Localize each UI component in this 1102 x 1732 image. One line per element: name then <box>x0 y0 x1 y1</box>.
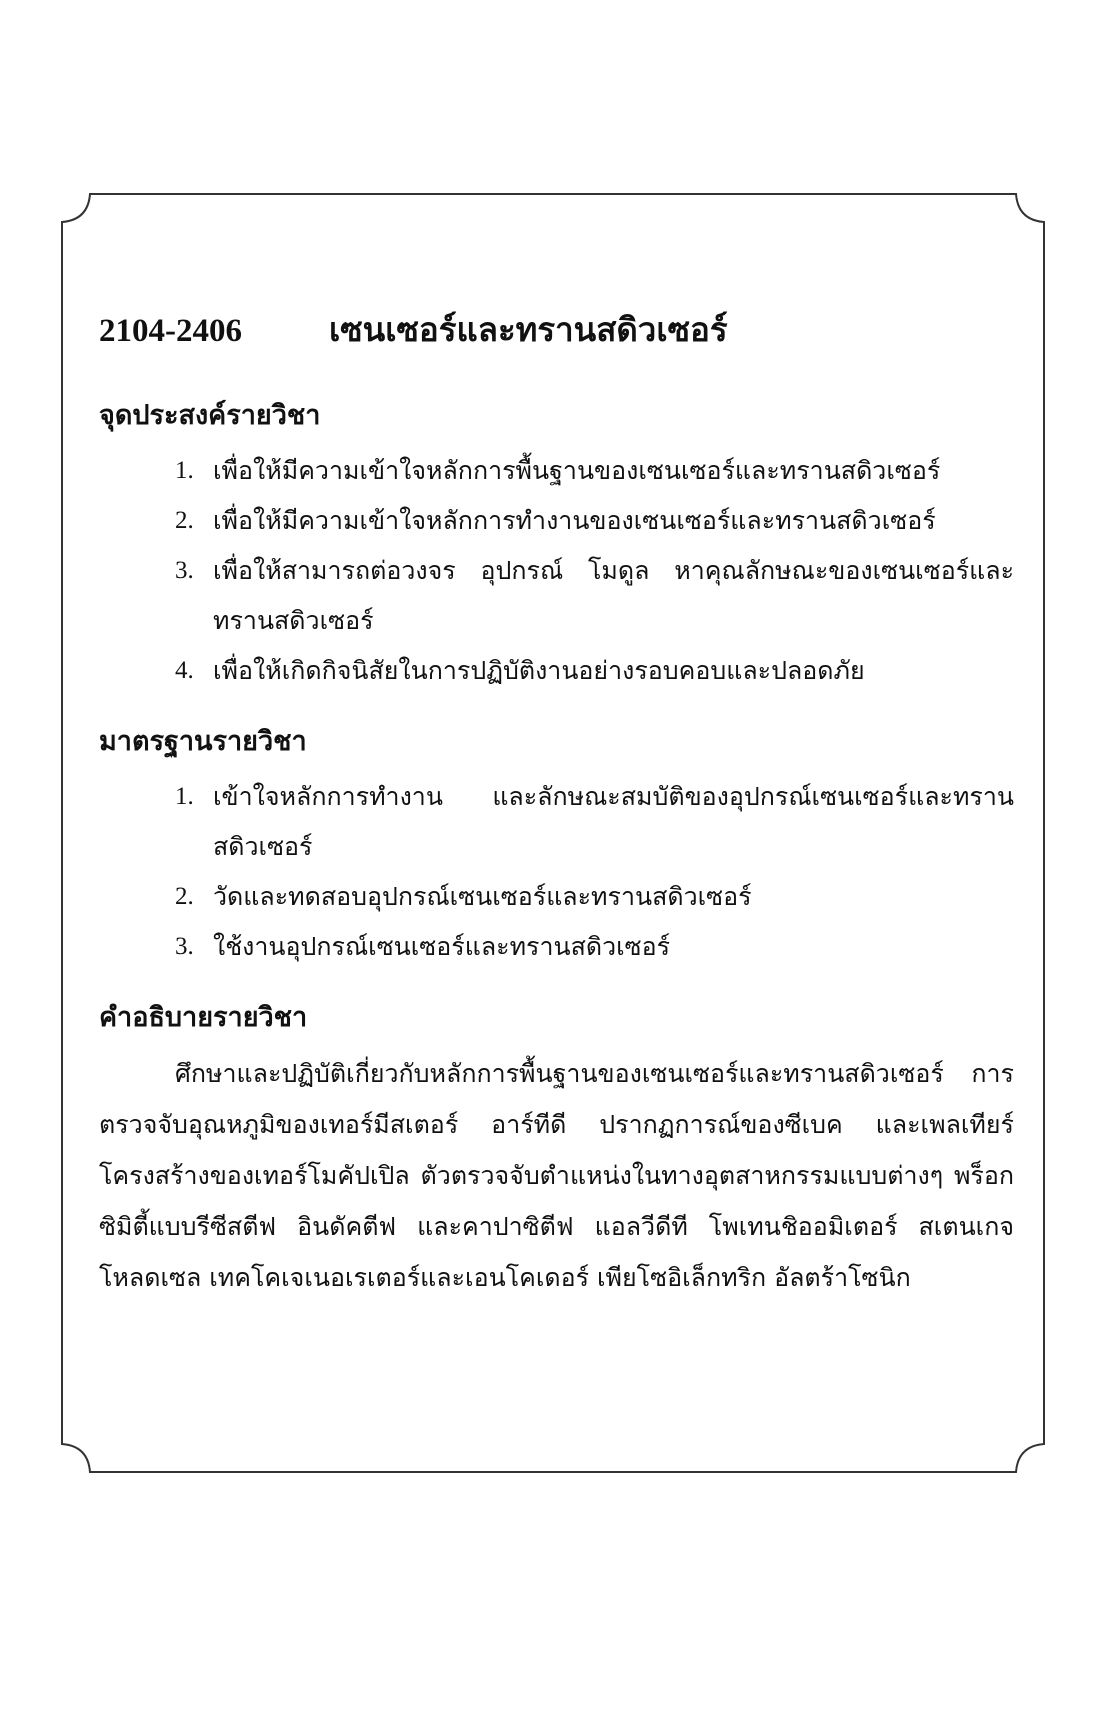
course-document <box>99 303 1014 1303</box>
objective-number: 3. <box>175 557 194 584</box>
standard-number: 3. <box>175 933 194 960</box>
standard-item-3 <box>175 922 1014 972</box>
standards-heading: มาตรฐานรายวิชา <box>99 726 307 757</box>
objectives-section <box>99 396 1014 696</box>
standard-text: เข้าใจหลักการทำงาน และลักษณะสมบัติของอุปกรณ์เซนเซอร์และทรานสดิวเซอร์ <box>213 782 1014 861</box>
objective-text: เพื่อให้มีความเข้าใจหลักการพื้นฐานของเซนเซอร์และทรานสดิวเซอร์ <box>213 456 941 485</box>
standard-number: 1. <box>175 783 194 810</box>
objectives-heading: จุดประสงค์รายวิชา <box>99 400 321 431</box>
standard-item-2 <box>175 872 1014 922</box>
standard-number: 2. <box>175 883 194 910</box>
description-section <box>99 998 1014 1303</box>
objective-number: 4. <box>175 657 194 684</box>
standards-list <box>99 772 1014 972</box>
standard-text: วัดและทดสอบอุปกรณ์เซนเซอร์และทรานสดิวเซอร์ <box>213 882 752 911</box>
standard-item-1 <box>175 772 1014 872</box>
objective-text: เพื่อให้มีความเข้าใจหลักการทำงานของเซนเซอร์และทรานสดิวเซอร์ <box>213 506 936 535</box>
objective-text: เพื่อให้สามารถต่อวงจร อุปกรณ์ โมดูล หาคุณลักษณะของเซนเซอร์และทรานสดิวเซอร์ <box>213 556 1014 635</box>
course-header <box>99 303 1014 356</box>
description-paragraph: ศึกษาและปฏิบัติเกี่ยวกับหลักการพื้นฐานของเซนเซอร์และทรานสดิวเซอร์ การตรวจจับอุณหภูมิของเทอร์มีสเตอร์ อาร์ทีดี ปรากฏการณ์ของซีเบค และเพลเทียร์ โครงสร้างของเทอร์โมคัปเปิล ตัวตรวจจับตำแหน่งในทางอุตสาหกรรมแบบต่างๆ พร็อกซิมิตี้แบบรีซีสตีฟ อินดัคตีฟ และคาปาซิตีฟ แอลวีดีที โพเทนชิออมิเตอร์ สเตนเกจ โหลดเซล เทคโคเจเนอเรเตอร์และเอนโคเดอร์ เพียโซอิเล็กทริก อัลตร้าโซนิก <box>99 1059 1014 1292</box>
objective-item-4 <box>175 646 1014 696</box>
objective-item-3 <box>175 546 1014 646</box>
objectives-list <box>99 446 1014 696</box>
course-code: 2104-2406 <box>99 313 242 349</box>
standard-text: ใช้งานอุปกรณ์เซนเซอร์และทรานสดิวเซอร์ <box>213 932 671 961</box>
objective-item-2 <box>175 496 1014 546</box>
description-heading: คำอธิบายรายวิชา <box>99 1002 308 1033</box>
objective-item-1 <box>175 446 1014 496</box>
course-title: เซนเซอร์และทรานสดิวเซอร์ <box>329 310 728 349</box>
objective-text: เพื่อให้เกิดกิจนิสัยในการปฏิบัติงานอย่างรอบคอบและปลอดภัย <box>213 656 865 685</box>
standards-section <box>99 722 1014 972</box>
objective-number: 2. <box>175 507 194 534</box>
objective-number: 1. <box>175 457 194 484</box>
